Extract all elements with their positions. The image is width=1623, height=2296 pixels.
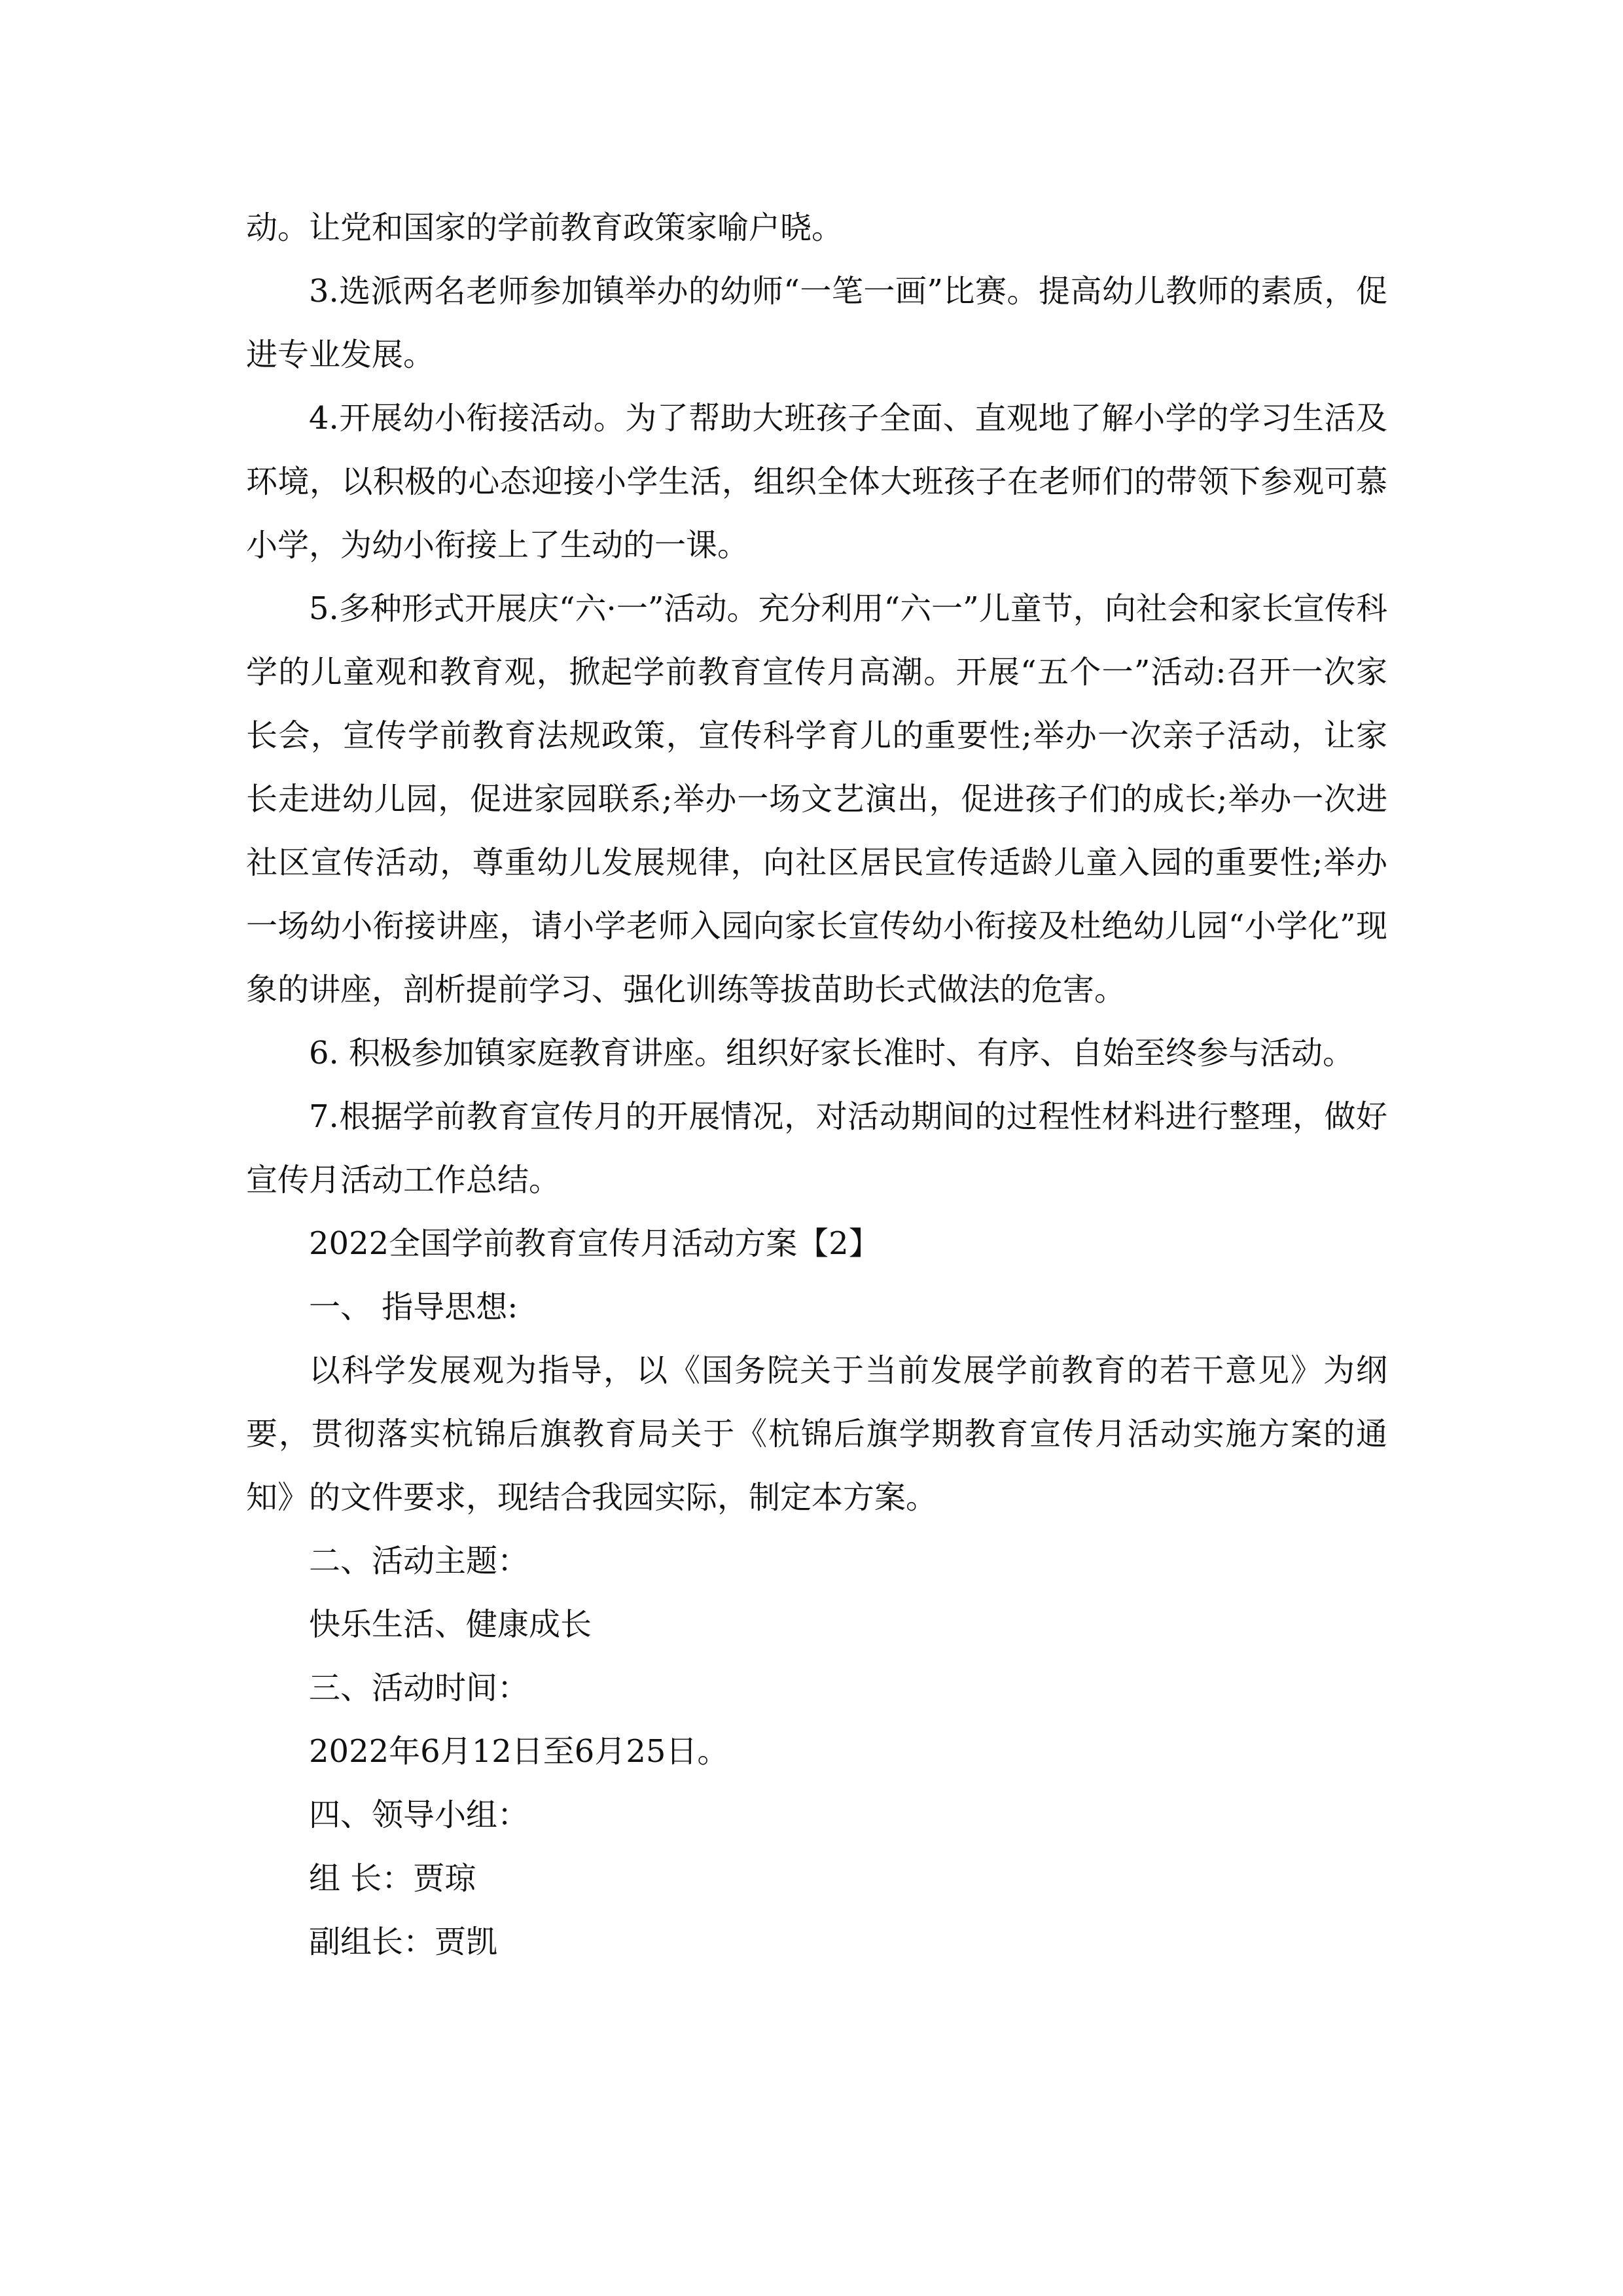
heading-guiding-ideology: 一、 指导思想: xyxy=(309,1289,518,1325)
paragraph-deputy-leader: 副组长：贾凯 xyxy=(309,1924,498,1960)
paragraph-item-4: 4.开展幼小衔接活动。为了帮助大班孩子全面、直观地了解小学的学习生活及环境，以积极的心态迎接小学生活，组织全体大班孩子在老师们的带领下参观可慕小学，为幼小衔接上了生动的一课。 xyxy=(246,400,1387,564)
paragraph-item-7: 7.根据学前教育宣传月的开展情况，对活动期间的过程性材料进行整理，做好宣传月活动工作总结。 xyxy=(246,1098,1387,1198)
paragraph-activity-theme: 快乐生活、健康成长 xyxy=(309,1606,592,1643)
heading-activity-time: 三、活动时间： xyxy=(309,1670,529,1706)
paragraph-item-6: 6. 积极参加镇家庭教育讲座。组织好家长准时、有序、自始至终参与活动。 xyxy=(309,1035,1355,1071)
paragraph-activity-time: 2022年6月12日至6月25日。 xyxy=(309,1733,729,1770)
paragraph-continuation: 动。让党和国家的学前教育政策家喻户晓。 xyxy=(246,209,844,246)
document-body xyxy=(246,196,1387,1974)
section-title: 2022全国学前教育宣传月活动方案【2】 xyxy=(309,1225,880,1262)
paragraph-group-leader: 组 长：贾琼 xyxy=(309,1860,476,1897)
heading-activity-theme: 二、活动主题： xyxy=(309,1543,529,1579)
paragraph-item-5: 5.多种形式开展庆“六·一”活动。充分利用“六一”儿童节，向社会和家长宣传科学的儿童观和教育观，掀起学前教育宣传月高潮。开展“五个一”活动:召开一次家长会，宣传学前教育法规政策，宣传科学育儿的重要性;举办一次亲子活动，让家长走进幼儿园，促进家园联系;举办一场文艺演出，促进孩子们的成长;举办一次进社区宣传活动，尊重幼儿发展规律，向社区居民宣传适龄儿童入园的重要性;举办一场幼小衔接讲座，请小学老师入园向家长宣传幼小衔接及杜绝幼儿园“小学化”现象的讲座，剖析提前学习、强化训练等拔苗助长式做法的危害。 xyxy=(246,590,1387,1008)
paragraph-guiding-ideology: 以科学发展观为指导，以《国务院关于当前发展学前教育的若干意见》为纲要，贯彻落实杭锦后旗教育局关于《杭锦后旗学期教育宣传月活动实施方案的通知》的文件要求，现结合我园实际，制定本方案。 xyxy=(246,1352,1387,1516)
heading-leadership-group: 四、领导小组： xyxy=(309,1797,529,1833)
paragraph-item-3: 3.选派两名老师参加镇举办的幼师“一笔一画”比赛。提高幼儿教师的素质，促进专业发展。 xyxy=(246,273,1387,373)
